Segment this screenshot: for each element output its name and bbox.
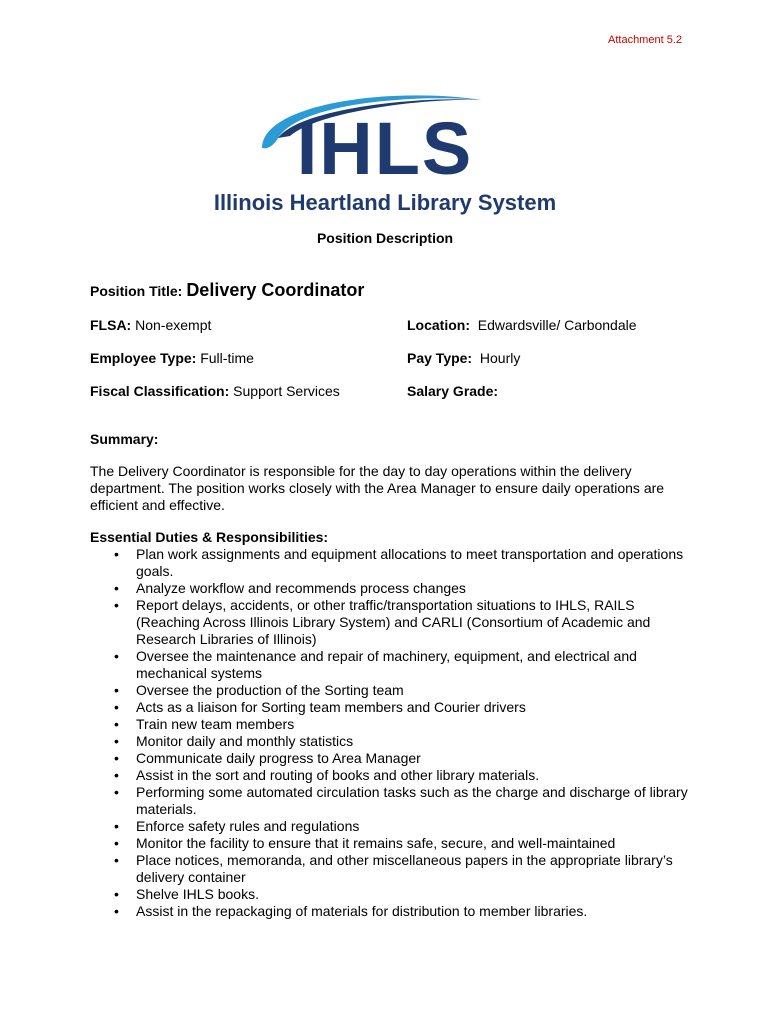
bullet-icon: •	[114, 818, 119, 834]
position-title-value: Delivery Coordinator	[186, 280, 365, 300]
employee-type-value: Full-time	[196, 350, 254, 366]
list-item: • Report delays, accidents, or other traffic/transportation situations to IHLS, RAILS (Reaching Across Illinois Library System) and CARLI (Consortium of Academic and Research Libraries of Illinois)	[114, 597, 651, 647]
logo-name: Illinois Heartland Library System	[213, 190, 557, 215]
list-item: • Analyze workflow and recommends process changes	[114, 580, 466, 596]
summary-text: The Delivery Coordinator is responsible for the day to day operations within the delivery department. The position works closely with the Area Manager to ensure daily operations are efficient and effective.	[90, 463, 665, 513]
list-item: • Assist in the repackaging of materials for distribution to member libraries.	[114, 903, 588, 919]
list-item: • Shelve IHLS books.	[114, 886, 259, 902]
bullet-icon: •	[114, 682, 119, 698]
list-item: • Oversee the maintenance and repair of machinery, equipment, and electrical and mechanical systems	[114, 648, 637, 681]
list-item: • Place notices, memoranda, and other miscellaneous papers in the appropriate library’s delivery container	[114, 852, 673, 885]
position-title-line	[90, 280, 364, 301]
bullet-icon: •	[114, 597, 119, 613]
list-item: • Monitor daily and monthly statistics	[114, 733, 354, 749]
list-item: • Communicate daily progress to Area Manager	[114, 750, 421, 766]
bullet-icon: •	[114, 546, 119, 562]
pay-type-label: Pay Type:	[407, 350, 473, 366]
pay-type-value: Hourly	[472, 350, 521, 366]
list-item: • Plan work assignments and equipment allocations to meet transportation and operations goals.	[114, 546, 684, 579]
location-label: Location:	[407, 317, 470, 333]
location-value: Edwardsville/ Carbondale	[470, 317, 637, 333]
bullet-icon: •	[114, 886, 119, 902]
bullet-icon: •	[114, 733, 119, 749]
bullet-icon: •	[114, 648, 119, 664]
bullet-icon: •	[114, 903, 119, 919]
bullet-icon: •	[114, 716, 119, 732]
list-item: • Performing some automated circulation tasks such as the charge and discharge of library materials.	[114, 784, 688, 817]
duties-heading: Essential Duties & Responsibilities:	[90, 529, 329, 545]
position-title-label: Position Title:	[90, 283, 183, 299]
bullet-icon: •	[114, 580, 119, 596]
employee-type-label: Employee Type:	[90, 350, 197, 366]
bullet-icon: •	[114, 784, 119, 800]
list-item: • Acts as a liaison for Sorting team members and Courier drivers	[114, 699, 526, 715]
list-item: • Enforce safety rules and regulations	[114, 818, 360, 834]
fiscal-classification-label: Fiscal Classification:	[90, 383, 230, 399]
summary-heading: Summary:	[90, 431, 159, 447]
bullet-icon: •	[114, 835, 119, 851]
flsa-label: FLSA:	[90, 317, 132, 333]
list-item: • Monitor the facility to ensure that it remains safe, secure, and well-maintained	[114, 835, 616, 851]
flsa-value: Non-exempt	[131, 317, 212, 333]
list-item: • Oversee the production of the Sorting team	[114, 682, 404, 698]
bullet-icon: •	[114, 767, 119, 783]
logo-acronym: IHLS	[296, 107, 474, 190]
bullet-icon: •	[114, 750, 119, 766]
attachment-label: Attachment 5.2	[608, 34, 682, 46]
list-item: • Assist in the sort and routing of books and other library materials.	[114, 767, 540, 783]
ihls-logo	[0, 86, 770, 216]
salary-grade-label: Salary Grade:	[407, 383, 499, 399]
bullet-icon: •	[114, 852, 119, 868]
bullet-icon: •	[114, 699, 119, 715]
fiscal-classification-value: Support Services	[229, 383, 340, 399]
duties-list	[90, 546, 690, 920]
list-item: • Train new team members	[114, 716, 295, 732]
page-title: Position Description	[316, 230, 454, 246]
